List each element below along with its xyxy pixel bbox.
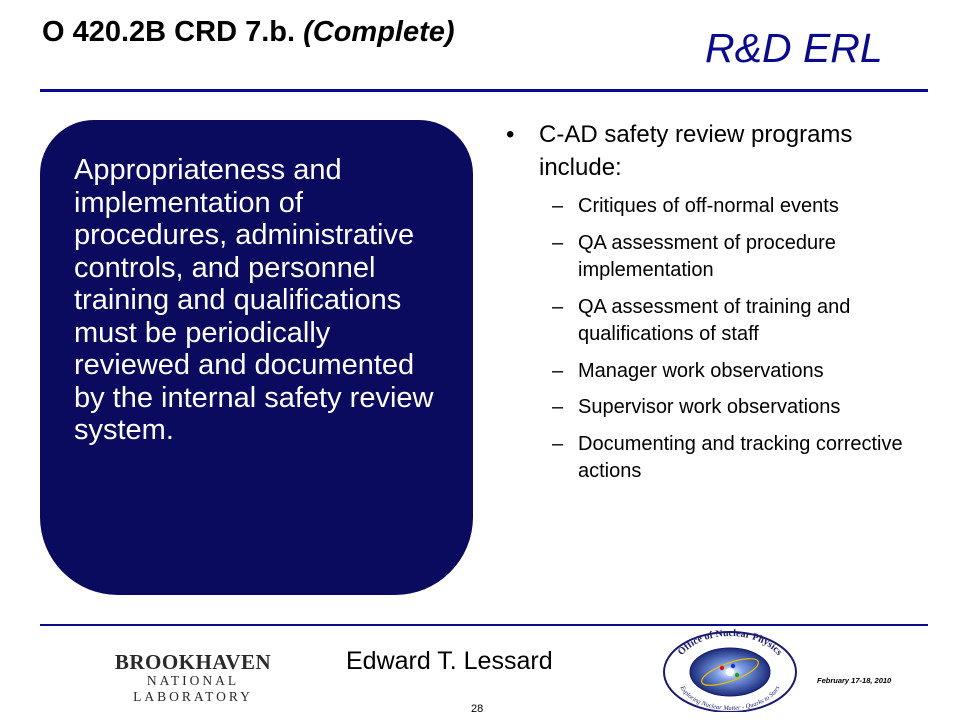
dash-glyph: –	[552, 195, 564, 217]
bullet-list	[506, 118, 926, 495]
slide-title	[42, 14, 455, 50]
dash-glyph: –	[552, 231, 564, 254]
title-main: O 420.2B CRD 7.b.	[42, 16, 296, 48]
bottom-divider	[40, 624, 928, 626]
list-item-text: QA assessment of training and qualifications of staff	[578, 295, 851, 345]
presenter-name: Edward T. Lessard	[346, 647, 553, 675]
nuclear-physics-seal	[662, 628, 798, 712]
title-suffix: (Complete)	[303, 16, 455, 48]
bullet-main-text: C-AD safety review programs include:	[539, 121, 853, 181]
brookhaven-logo	[98, 651, 288, 705]
list-item-text: Critiques of off-normal events	[578, 195, 839, 217]
requirement-callout	[40, 120, 473, 595]
list-item-text: QA assessment of procedure implementation	[578, 231, 836, 281]
list-item	[506, 358, 926, 386]
dash-glyph: –	[552, 432, 564, 455]
list-item	[506, 230, 926, 285]
bullet-main	[506, 118, 926, 184]
dash-glyph: –	[552, 295, 564, 318]
list-item-text: Supervisor work observations	[578, 396, 841, 418]
list-item-text: Documenting and tracking corrective actions	[578, 432, 903, 482]
list-item	[506, 193, 926, 221]
page-number: 28	[471, 703, 484, 715]
seal-particle-green	[735, 673, 739, 677]
brookhaven-logo-subtitle: NATIONAL LABORATORY	[133, 673, 253, 704]
seal-particle-blue	[731, 664, 735, 668]
dash-glyph: –	[552, 359, 564, 382]
seal-particle-red	[720, 666, 724, 670]
list-item	[506, 431, 926, 486]
callout-text: Appropriateness and implementation of procedures, administrative controls, and personnel training and qualifications must be periodically reviewed and documented by the internal safety review system.	[74, 154, 434, 446]
list-item	[506, 294, 926, 349]
brookhaven-logo-name: BROOKHAVEN	[114, 650, 272, 674]
seal-bottom-text: Exploring Nuclear Matter - Quarks to Stars	[678, 684, 782, 712]
dash-glyph: –	[552, 396, 564, 418]
list-item	[506, 394, 926, 422]
bullet-glyph: •	[506, 121, 515, 148]
seal-nucleus	[726, 668, 734, 676]
brand-label: R&D ERL	[705, 25, 883, 71]
presentation-date: February 17-18, 2010	[817, 676, 892, 685]
top-divider	[40, 89, 928, 92]
list-item-text: Manager work observations	[578, 359, 824, 382]
seal-top-text: Office of Nuclear Physics	[675, 628, 785, 658]
